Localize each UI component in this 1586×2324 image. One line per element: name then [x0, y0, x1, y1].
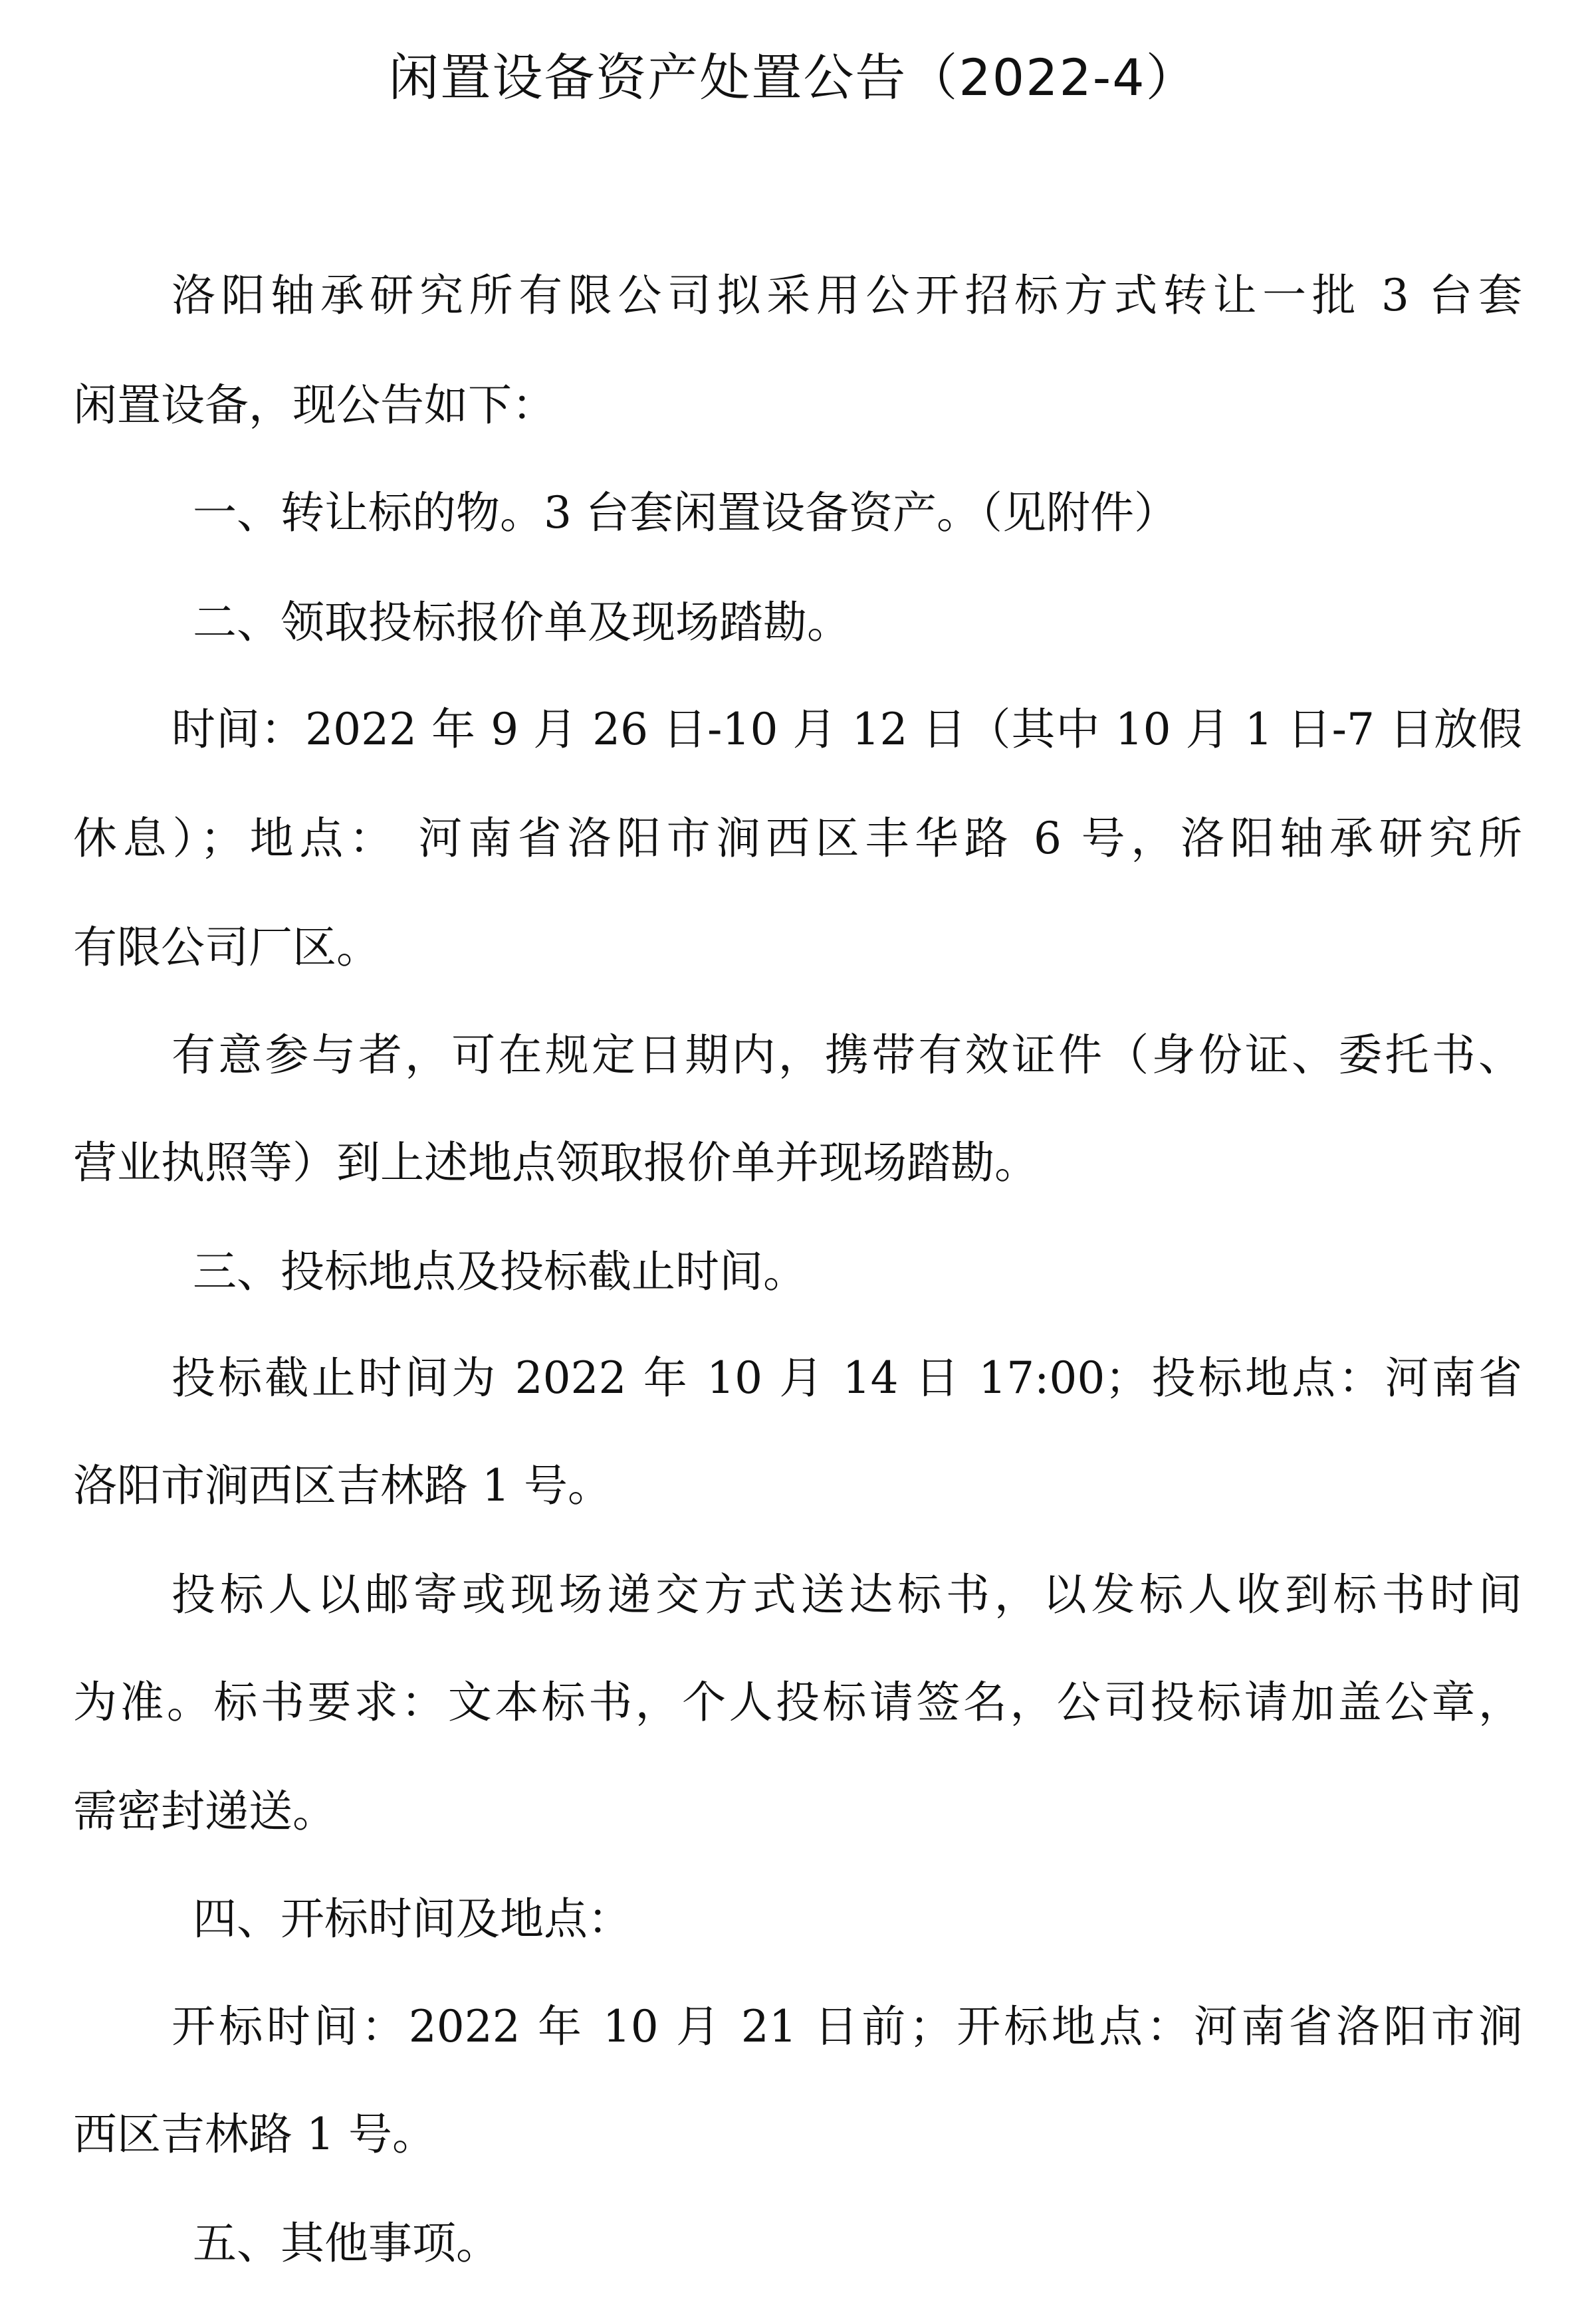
paragraph-line: 营业执照等）到上述地点领取报价单并现场踏勘。 — [73, 1137, 1038, 1188]
section-heading: 三、投标地点及投标截止时间。 — [193, 1246, 807, 1297]
section-heading: 四、开标时间及地点： — [193, 1893, 631, 1945]
paragraph-line: 为准。标书要求：文本标书，个人投标请签名，公司投标请加盖公章， — [73, 1677, 1522, 1728]
document-title: 闲置设备资产处置公告（2022-4） — [388, 48, 1198, 107]
paragraph-line: 时间：2022 年 9 月 26 日-10 月 12 日（其中 10 月 1 日-7 日放假 — [171, 704, 1522, 755]
section-heading: 二、领取投标报价单及现场踏勘。 — [193, 597, 851, 648]
section-heading: 一、转让标的物。3 台套闲置设备资产。（见附件） — [193, 487, 1178, 538]
section-heading: 五、其他事项。 — [193, 2218, 500, 2269]
paragraph-line: 休息）；地点： 河南省洛阳市涧西区丰华路 6 号，洛阳轴承研究所 — [73, 813, 1522, 864]
paragraph-line: 有意参与者，可在规定日期内，携带有效证件（身份证、委托书、 — [171, 1029, 1522, 1081]
paragraph-line: 投标人以邮寄或现场递交方式送达标书，以发标人收到标书时间 — [171, 1569, 1522, 1620]
paragraph-line: 洛阳市涧西区吉林路 1 号。 — [73, 1460, 612, 1511]
paragraph-line: 需密封递送。 — [73, 1786, 336, 1837]
paragraph-line: 开标时间：2022 年 10 月 21 日前；开标地点：河南省洛阳市涧 — [171, 2001, 1522, 2052]
paragraph-line: 有限公司厂区。 — [73, 922, 380, 973]
paragraph-line: 投标截止时间为 2022 年 10 月 14 日 17:00；投标地点：河南省 — [171, 1352, 1522, 1404]
paragraph-line: 西区吉林路 1 号。 — [73, 2109, 436, 2160]
paragraph-line: 闲置设备，现公告如下： — [73, 379, 556, 431]
paragraph-line: 洛阳轴承研究所有限公司拟采用公开招标方式转让一批 3 台套 — [171, 270, 1522, 321]
